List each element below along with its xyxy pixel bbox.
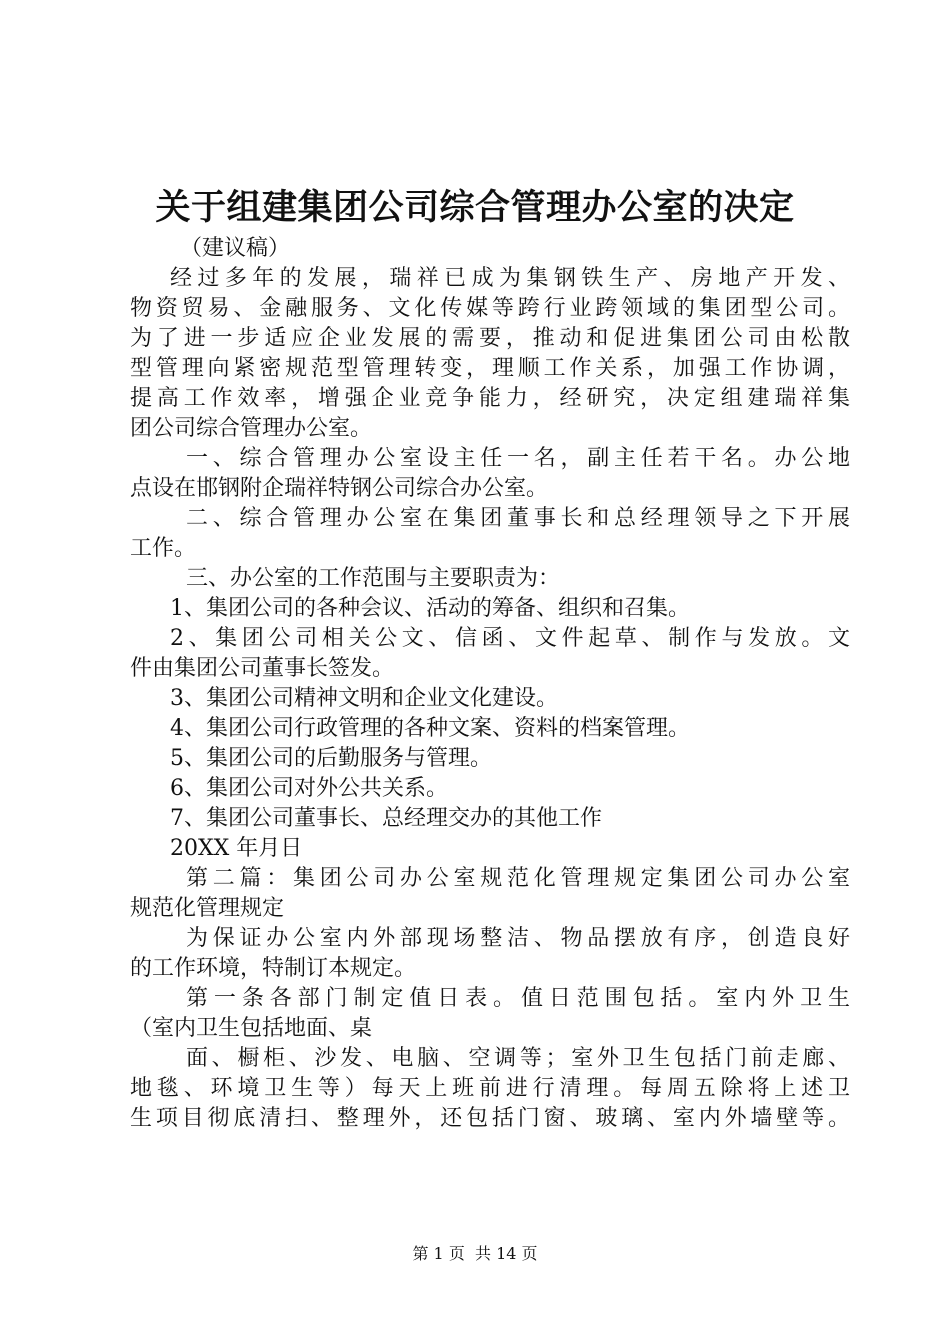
paragraph-line: （室内卫生包括地面、桌	[130, 1016, 373, 1041]
date-line: 20XX 年月日	[170, 836, 303, 861]
paragraph-line: 工作。	[130, 536, 197, 561]
paragraph-line: 为保证办公室内外部现场整洁、物品摆放有序，创造良好	[186, 926, 850, 951]
document-title: 关于组建集团公司综合管理办公室的决定	[155, 188, 795, 228]
paragraph-line: 面、橱柜、沙发、电脑、空调等；室外卫生包括门前走廊、	[186, 1046, 850, 1071]
paragraph-line: 三、办公室的工作范围与主要职责为：	[186, 566, 561, 591]
list-item: 件由集团公司董事长签发。	[130, 656, 395, 681]
draft-label: （建议稿）	[180, 236, 291, 261]
list-item: 7、集团公司董事长、总经理交办的其他工作	[170, 806, 602, 831]
list-item: 1、集团公司的各种会议、活动的筹备、组织和召集。	[170, 596, 690, 621]
paragraph-line: 地毯、环境卫生等）每天上班前进行清理。每周五除将上述卫	[130, 1076, 850, 1101]
paragraph-line: 点设在邯钢附企瑞祥特钢公司综合办公室。	[130, 476, 549, 501]
paragraph-line: 为了进一步适应企业发展的需要，推动和促进集团公司由松散	[130, 326, 850, 351]
list-item: 2、集团公司相关公文、信函、文件起草、制作与发放。文	[170, 626, 850, 651]
paragraph-line: 二、综合管理办公室在集团董事长和总经理领导之下开展	[186, 506, 850, 531]
paragraph-line: 经过多年的发展，瑞祥已成为集钢铁生产、房地产开发、	[170, 266, 850, 291]
document-body	[130, 234, 850, 1134]
section-heading: 规范化管理规定	[130, 896, 285, 921]
list-item: 5、集团公司的后勤服务与管理。	[170, 746, 492, 771]
paragraph-line: 提高工作效率，增强企业竞争能力，经研究，决定组建瑞祥集	[130, 386, 850, 411]
paragraph-line: 型管理向紧密规范型管理转变，理顺工作关系，加强工作协调，	[130, 356, 850, 381]
page-indicator: 第 1 页 共 14 页	[412, 1244, 538, 1263]
list-item: 3、集团公司精神文明和企业文化建设。	[170, 686, 558, 711]
paragraph-line: 团公司综合管理办公室。	[130, 416, 373, 441]
paragraph-line: 生项目彻底清扫、整理外，还包括门窗、玻璃、室内外墙壁等。	[130, 1106, 850, 1131]
list-item: 6、集团公司对外公共关系。	[170, 776, 448, 801]
list-item: 4、集团公司行政管理的各种文案、资料的档案管理。	[170, 716, 690, 741]
paragraph-line: 一、综合管理办公室设主任一名，副主任若干名。办公地	[186, 446, 850, 471]
paragraph-line: 物资贸易、金融服务、文化传媒等跨行业跨领域的集团型公司。	[130, 296, 850, 321]
paragraph-line: 第一条各部门制定值日表。值日范围包括。室内外卫生	[186, 986, 850, 1011]
section-heading: 第二篇：集团公司办公室规范化管理规定集团公司办公室	[186, 866, 850, 891]
paragraph-line: 的工作环境，特制订本规定。	[130, 956, 417, 981]
